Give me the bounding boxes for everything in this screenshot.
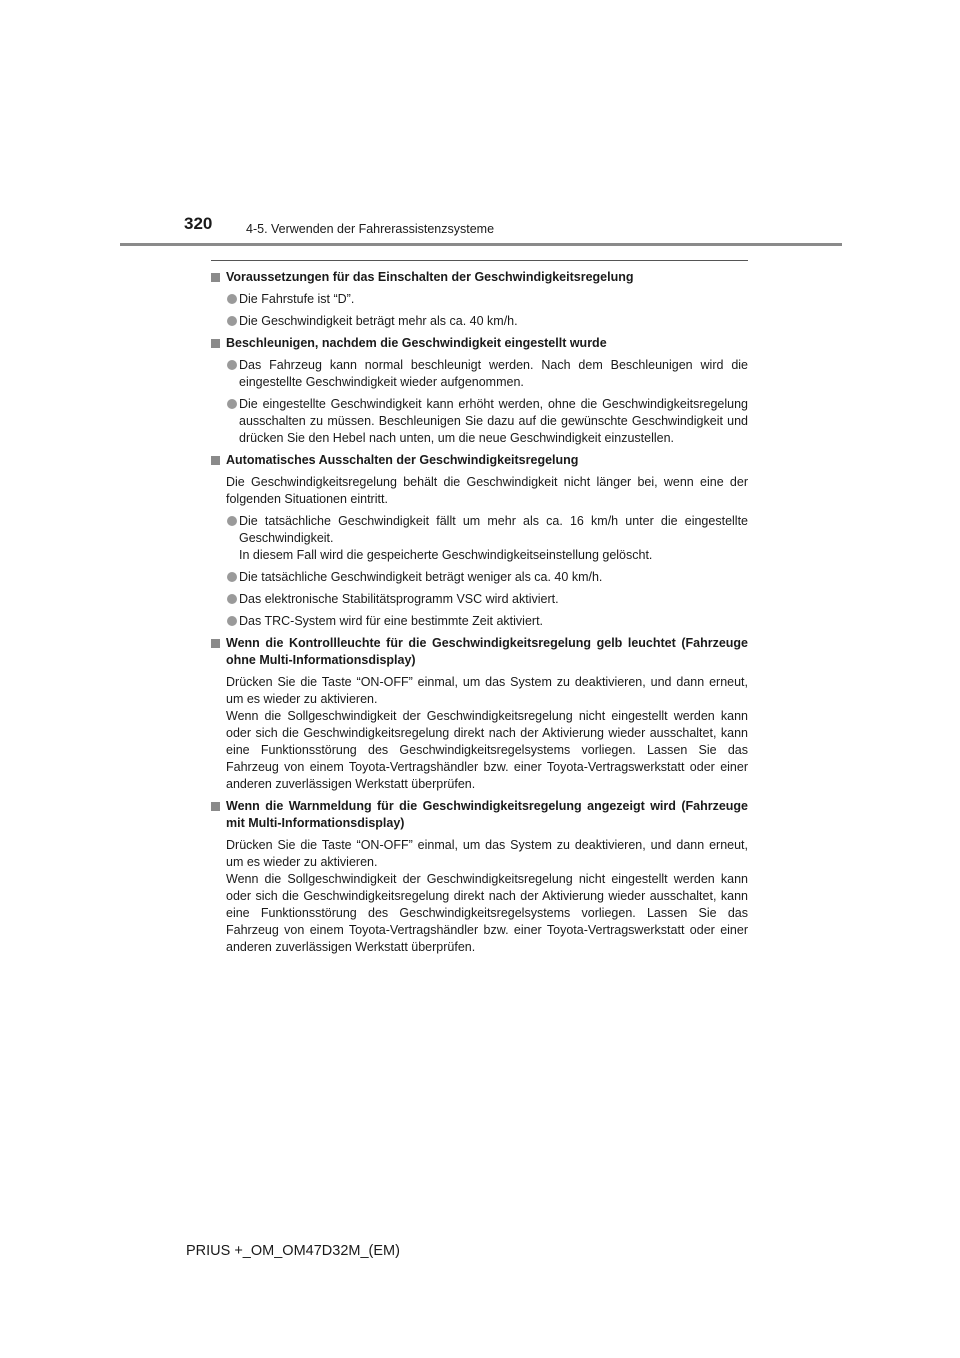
circle-bullet-icon: [227, 616, 237, 626]
section-heading-text: Automatisches Ausschalten der Geschwindigkeitsregelung: [226, 453, 579, 467]
running-header: 4-5. Verwenden der Fahrerassistenzsysteme: [246, 222, 495, 236]
list-item: [210, 613, 748, 630]
page-number: 320: [184, 214, 213, 233]
list-item-note: In diesem Fall wird die gespeicherte Geschwindigkeitseinstellung gelöscht.: [239, 548, 653, 562]
section-heading-text: Voraussetzungen für das Einschalten der Geschwindigkeitsregelung: [226, 270, 634, 284]
list-item: [210, 396, 748, 447]
section-heading: [210, 452, 748, 469]
circle-bullet-icon: [227, 399, 237, 409]
circle-bullet-icon: [227, 572, 237, 582]
list-item: [210, 591, 748, 608]
content-top-rule: [211, 260, 748, 261]
section-heading: [210, 635, 748, 669]
square-bullet-icon: [211, 339, 220, 348]
list-item-text: Die tatsächliche Geschwindigkeit beträgt weniger als ca. 40 km/h.: [239, 570, 603, 584]
square-bullet-icon: [211, 639, 220, 648]
list-item-text: Die tatsächliche Geschwindigkeit fällt um mehr als ca. 16 km/h unter die eingestellte Geschwindigkeit.: [239, 514, 748, 545]
section-paragraph: [210, 674, 748, 793]
main-content: [210, 269, 748, 961]
section-heading-text: Beschleunigen, nachdem die Geschwindigkeit eingestellt wurde: [226, 336, 607, 350]
circle-bullet-icon: [227, 360, 237, 370]
square-bullet-icon: [211, 456, 220, 465]
footer-document-code: PRIUS +_OM_OM47D32M_(EM): [186, 1243, 400, 1259]
section-heading: [210, 798, 748, 832]
list-item-text: Das TRC-System wird für eine bestimmte Zeit aktiviert.: [239, 614, 544, 628]
section-accelerating: [210, 335, 748, 447]
section-indicator-yellow: [210, 635, 748, 793]
section-warning-message: [210, 798, 748, 956]
section-paragraph: [210, 837, 748, 956]
paragraph-text: Drücken Sie die Taste “ON-OFF” einmal, um das System zu deaktivieren, und dann erneut, um es wieder zu aktivieren.: [226, 838, 748, 869]
list-item-text: Die eingestellte Geschwindigkeit kann erhöht werden, ohne die Geschwindigkeitsregelung ausschalten zu müssen. Beschleunigen Sie dazu auf die gewünschte Geschwindigkeit und drücken Sie den Hebel nach unten, um die neue Geschwindigkeit einzustellen.: [239, 397, 748, 445]
list-item: [210, 313, 748, 330]
paragraph-text: Drücken Sie die Taste “ON-OFF” einmal, um das System zu deaktivieren, und dann erneut, um es wieder zu aktivieren.: [226, 675, 748, 706]
circle-bullet-icon: [227, 294, 237, 304]
square-bullet-icon: [211, 802, 220, 811]
section-intro: Die Geschwindigkeitsregelung behält die Geschwindigkeit nicht länger bei, wenn eine der folgenden Situationen eintritt.: [226, 475, 748, 506]
section-heading-text: Wenn die Kontrollleuchte für die Geschwindigkeitsregelung gelb leuchtet (Fahrzeuge ohne Multi-Informationsdisplay): [226, 636, 748, 667]
section-activation-conditions: [210, 269, 748, 330]
list-item: [210, 357, 748, 391]
list-item-text: Das Fahrzeug kann normal beschleunigt werden. Nach dem Beschleunigen wird die eingestellte Geschwindigkeit wieder aufgenommen.: [239, 358, 748, 389]
section-heading: [210, 335, 748, 352]
list-item: [210, 569, 748, 586]
circle-bullet-icon: [227, 516, 237, 526]
list-item: [210, 513, 748, 564]
list-item-text: Das elektronische Stabilitätsprogramm VSC wird aktiviert.: [239, 592, 559, 606]
list-item-text: Die Fahrstufe ist “D”.: [239, 292, 355, 306]
circle-bullet-icon: [227, 594, 237, 604]
section-heading-text: Wenn die Warnmeldung für die Geschwindigkeitsregelung angezeigt wird (Fahrzeuge mit Multi-Informationsdisplay): [226, 799, 748, 830]
header-divider: [120, 243, 842, 246]
circle-bullet-icon: [227, 316, 237, 326]
section-automatic-cancel: [210, 452, 748, 630]
paragraph-text: Wenn die Sollgeschwindigkeit der Geschwindigkeitsregelung nicht eingestellt werden kann oder sich die Geschwindigkeitsregelung direkt nach der Aktivierung wieder ausschaltet, kann eine Funktionsstörung des Geschwindigkeitsregelsystems vorliegen. Lassen Sie das Fahrzeug von einem Toyota-Vertragshändler bzw. einer Toyota-Vertragswerkstatt oder einer anderen zuverlässigen Werkstatt überprüfen.: [226, 709, 748, 791]
list-item: [210, 291, 748, 308]
paragraph-text: Wenn die Sollgeschwindigkeit der Geschwindigkeitsregelung nicht eingestellt werden kann oder sich die Geschwindigkeitsregelung direkt nach der Aktivierung wieder ausschaltet, kann eine Funktionsstörung des Geschwindigkeitsregelsystems vorliegen. Lassen Sie das Fahrzeug von einem Toyota-Vertragshändler bzw. einer Toyota-Vertragswerkstatt oder einer anderen zuverlässigen Werkstatt überprüfen.: [226, 872, 748, 954]
square-bullet-icon: [211, 273, 220, 282]
list-item-text: Die Geschwindigkeit beträgt mehr als ca. 40 km/h.: [239, 314, 518, 328]
section-heading: [210, 269, 748, 286]
